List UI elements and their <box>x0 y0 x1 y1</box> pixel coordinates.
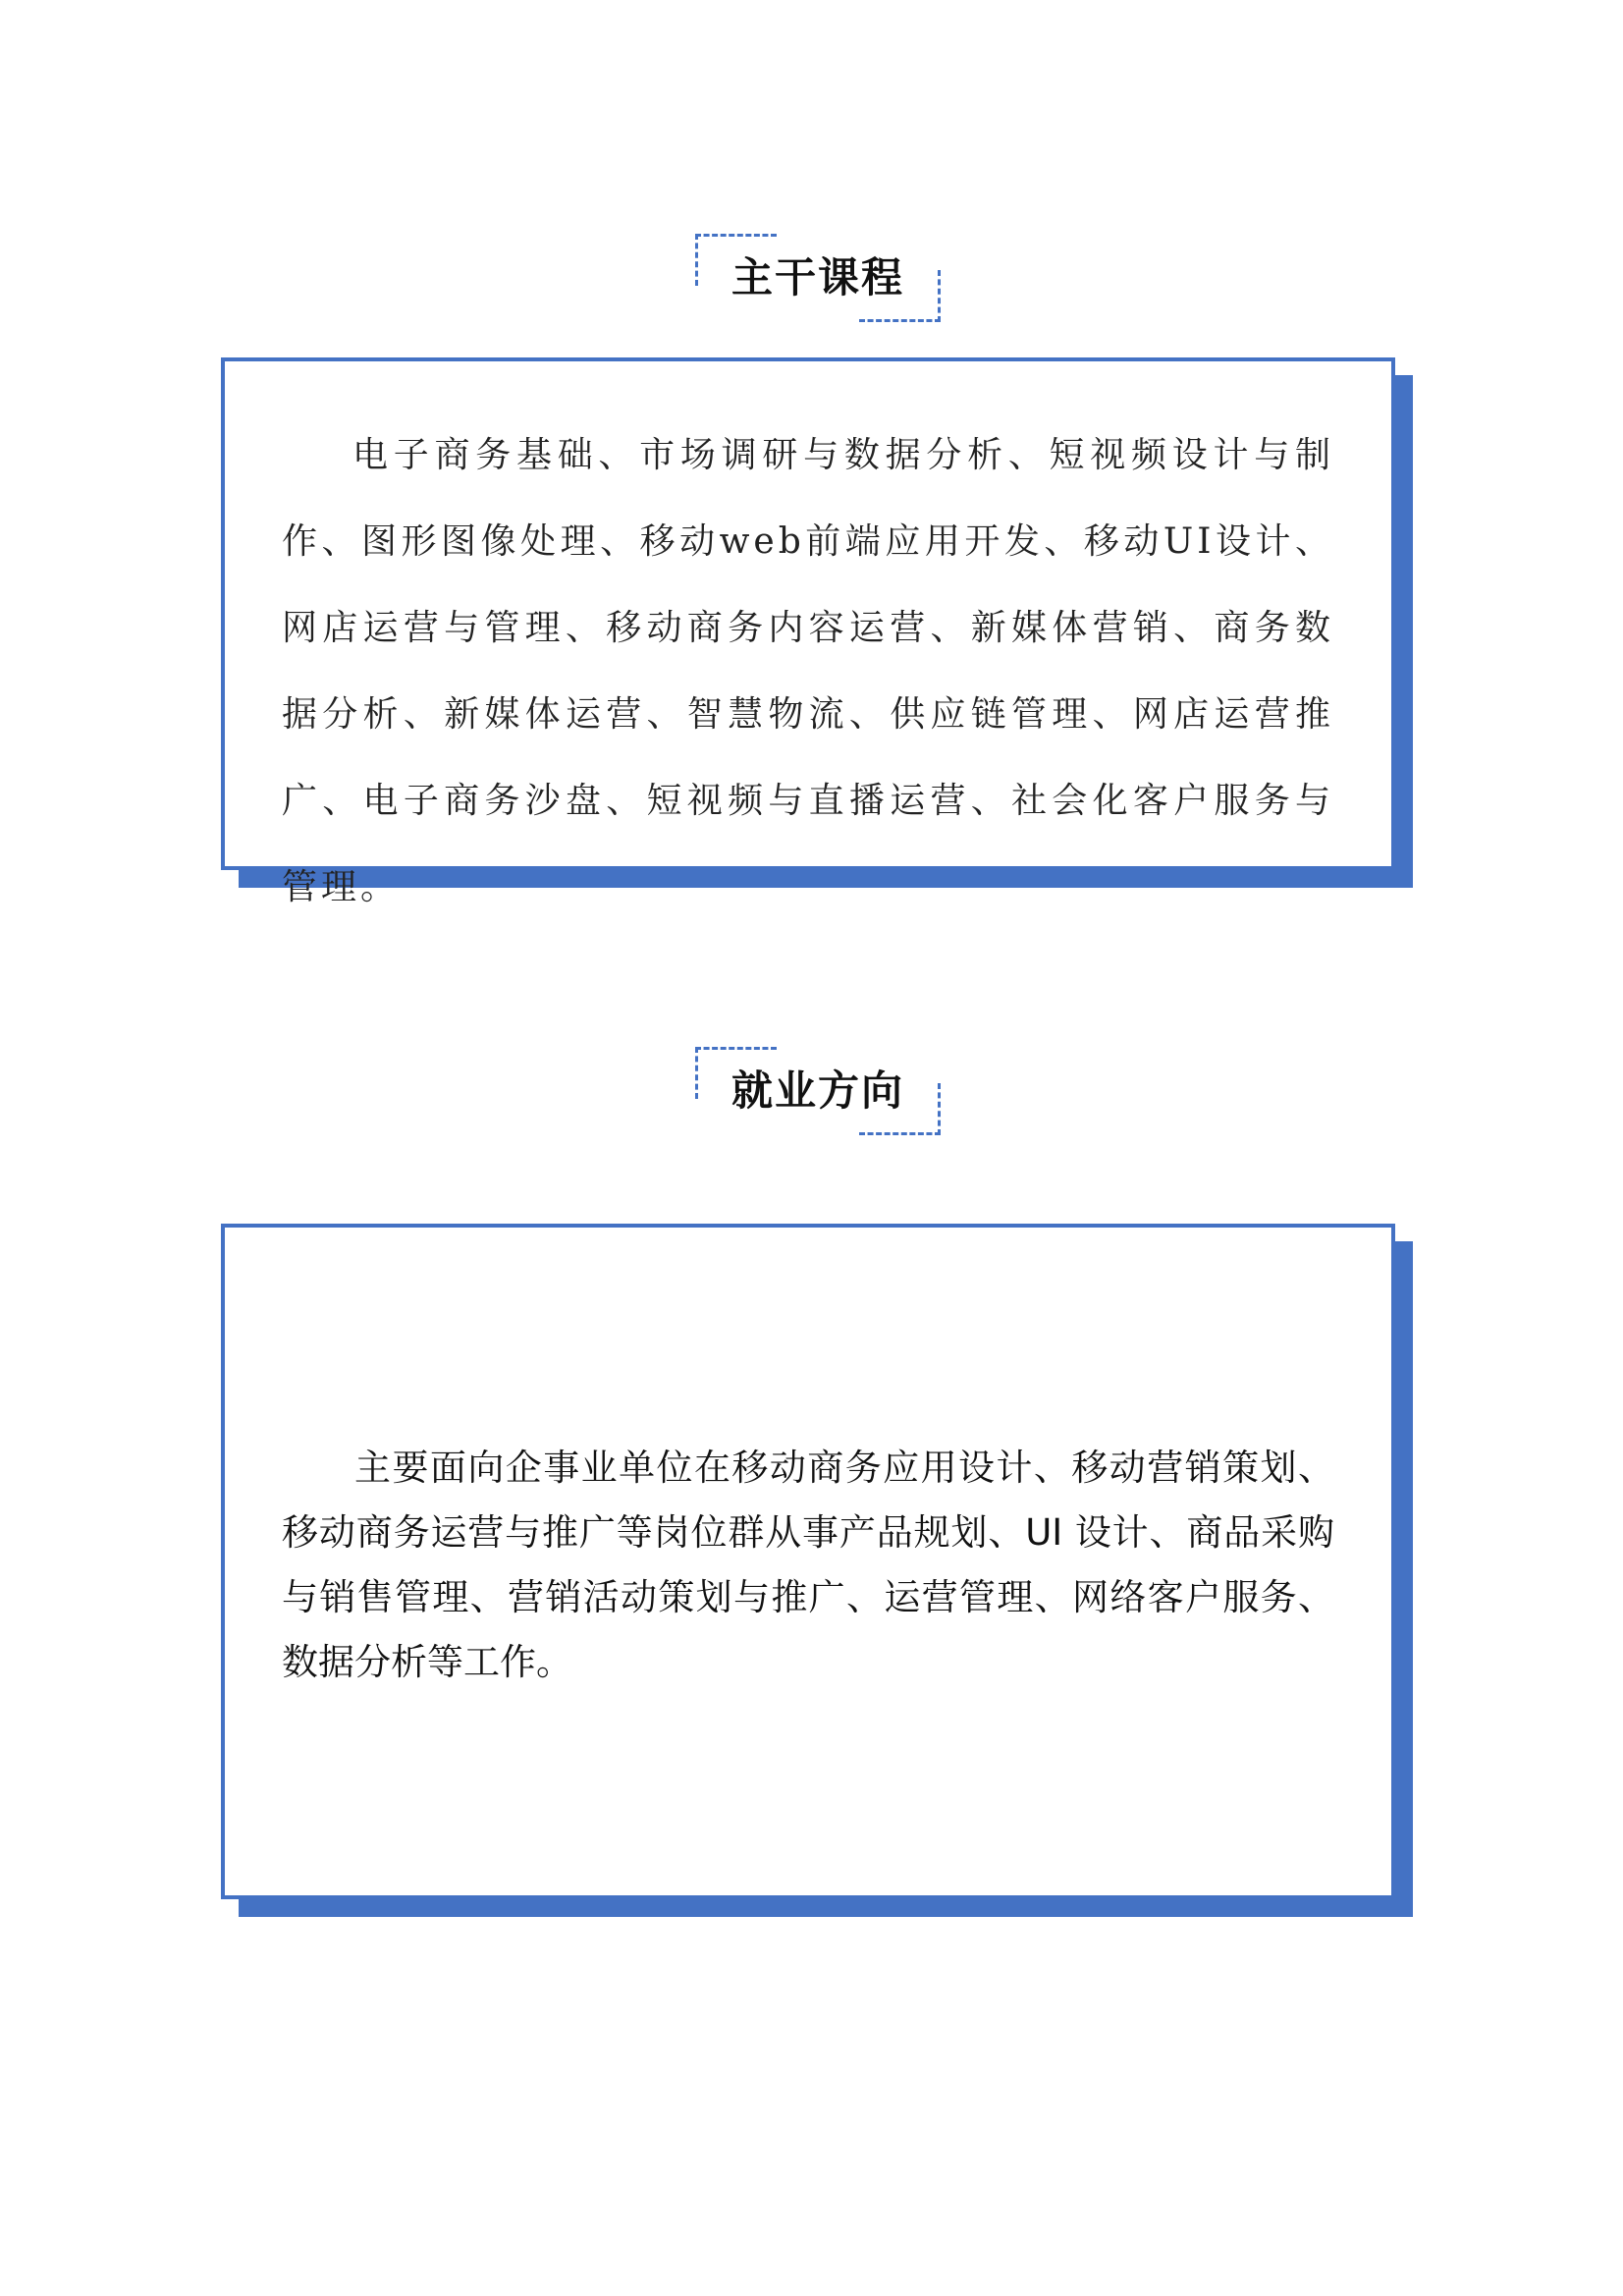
career-heading <box>695 1047 941 1135</box>
career-box <box>221 1224 1395 1899</box>
courses-title: 主干课程 <box>730 253 904 301</box>
career-body: 主要面向企事业单位在移动商务应用设计、移动营销策划、移动商务运营与推广等岗位群从事产品规划、UI 设计、商品采购与销售管理、营销活动策划与推广、运营管理、网络客户服务、数据分析等工作。 <box>282 1447 1334 1683</box>
courses-box <box>221 357 1395 907</box>
courses-heading <box>695 234 941 322</box>
courses-body: 电子商务基础、市场调研与数据分析、短视频设计与制作、图形图像处理、移动web前端应用开发、移动UI设计、网店运营与管理、移动商务内容运营、新媒体营销、商务数据分析、新媒体运营、智慧物流、供应链管理、网店运营推广、电子商务沙盘、短视频与直播运营、社会化客户服务与管理。 <box>282 435 1334 907</box>
career-title: 就业方向 <box>730 1066 904 1115</box>
